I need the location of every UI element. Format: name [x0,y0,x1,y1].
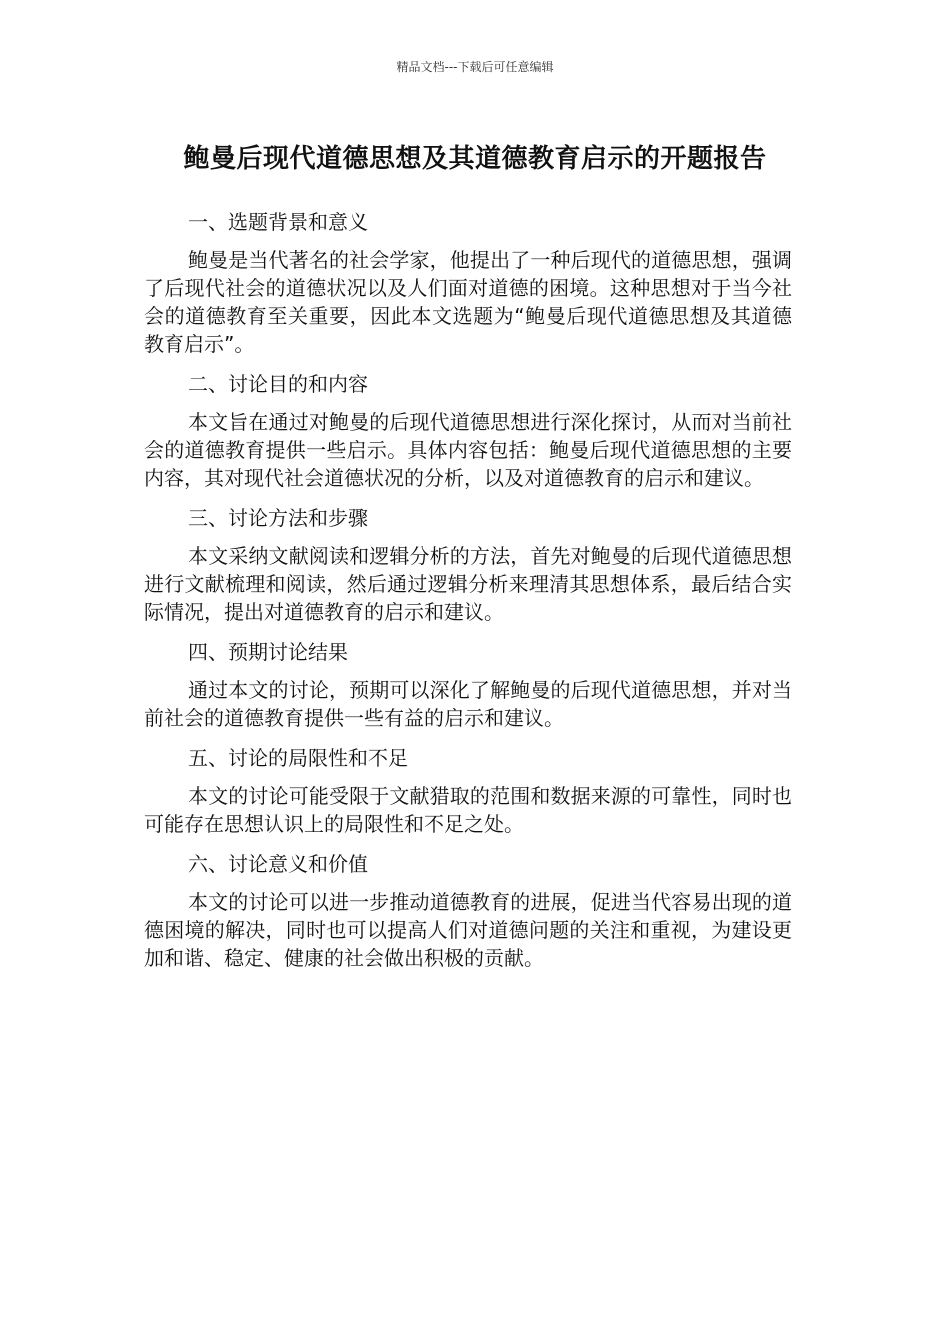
section-paragraph: 通过本文的讨论，预期可以深化了解鲍曼的后现代道德思想，并对当前社会的道德教育提供一些有益的启示和建议。 [144,678,792,730]
section-paragraph: 本文旨在通过对鲍曼的后现代道德思想进行深化探讨，从而对当前社会的道德教育提供一些启示。具体内容包括：鲍曼后现代道德思想的主要内容，其对现代社会道德状况的分析，以及对道德教育的启示和建议。 [144,410,792,490]
section-heading: 三、讨论方法和步骤 [188,506,368,530]
document-title: 鲍曼后现代道德思想及其道德教育启示的开题报告 [183,144,767,174]
section-background [144,208,792,358]
section-purpose [144,370,792,492]
section-heading: 六、讨论意义和价值 [188,852,368,876]
section-paragraph: 本文的讨论可能受限于文献猎取的范围和数据来源的可靠性，同时也可能存在思想认识上的局限性和不足之处。 [144,784,792,836]
section-method [144,504,792,626]
section-paragraph: 本文的讨论可以进一步推动道德教育的进展，促进当代容易出现的道德困境的解决，同时也可以提高人们对道德问题的关注和重视，为建设更加和谐、稳定、健康的社会做出积极的贡献。 [144,890,792,970]
section-heading: 一、选题背景和意义 [188,210,368,234]
section-limitations [144,744,792,838]
section-paragraph: 本文采纳文献阅读和逻辑分析的方法，首先对鲍曼的后现代道德思想进行文献梳理和阅读，然后通过逻辑分析来理清其思想体系，最后结合实际情况，提出对道德教育的启示和建议。 [144,544,792,624]
section-expected-results [144,638,792,732]
section-paragraph: 鲍曼是当代著名的社会学家，他提出了一种后现代的道德思想，强调了后现代社会的道德状况以及人们面对道德的困境。这种思想对于当今社会的道德教育至关重要，因此本文选题为“鲍曼后现代道德思想及其道德教育启示”。 [144,248,792,356]
header-note: 精品文档---下载后可任意编辑 [396,60,554,74]
section-heading: 五、讨论的局限性和不足 [188,746,408,770]
section-significance [144,850,792,972]
section-heading: 二、讨论目的和内容 [188,372,368,396]
section-heading: 四、预期讨论结果 [188,640,348,664]
document-content [144,208,792,984]
